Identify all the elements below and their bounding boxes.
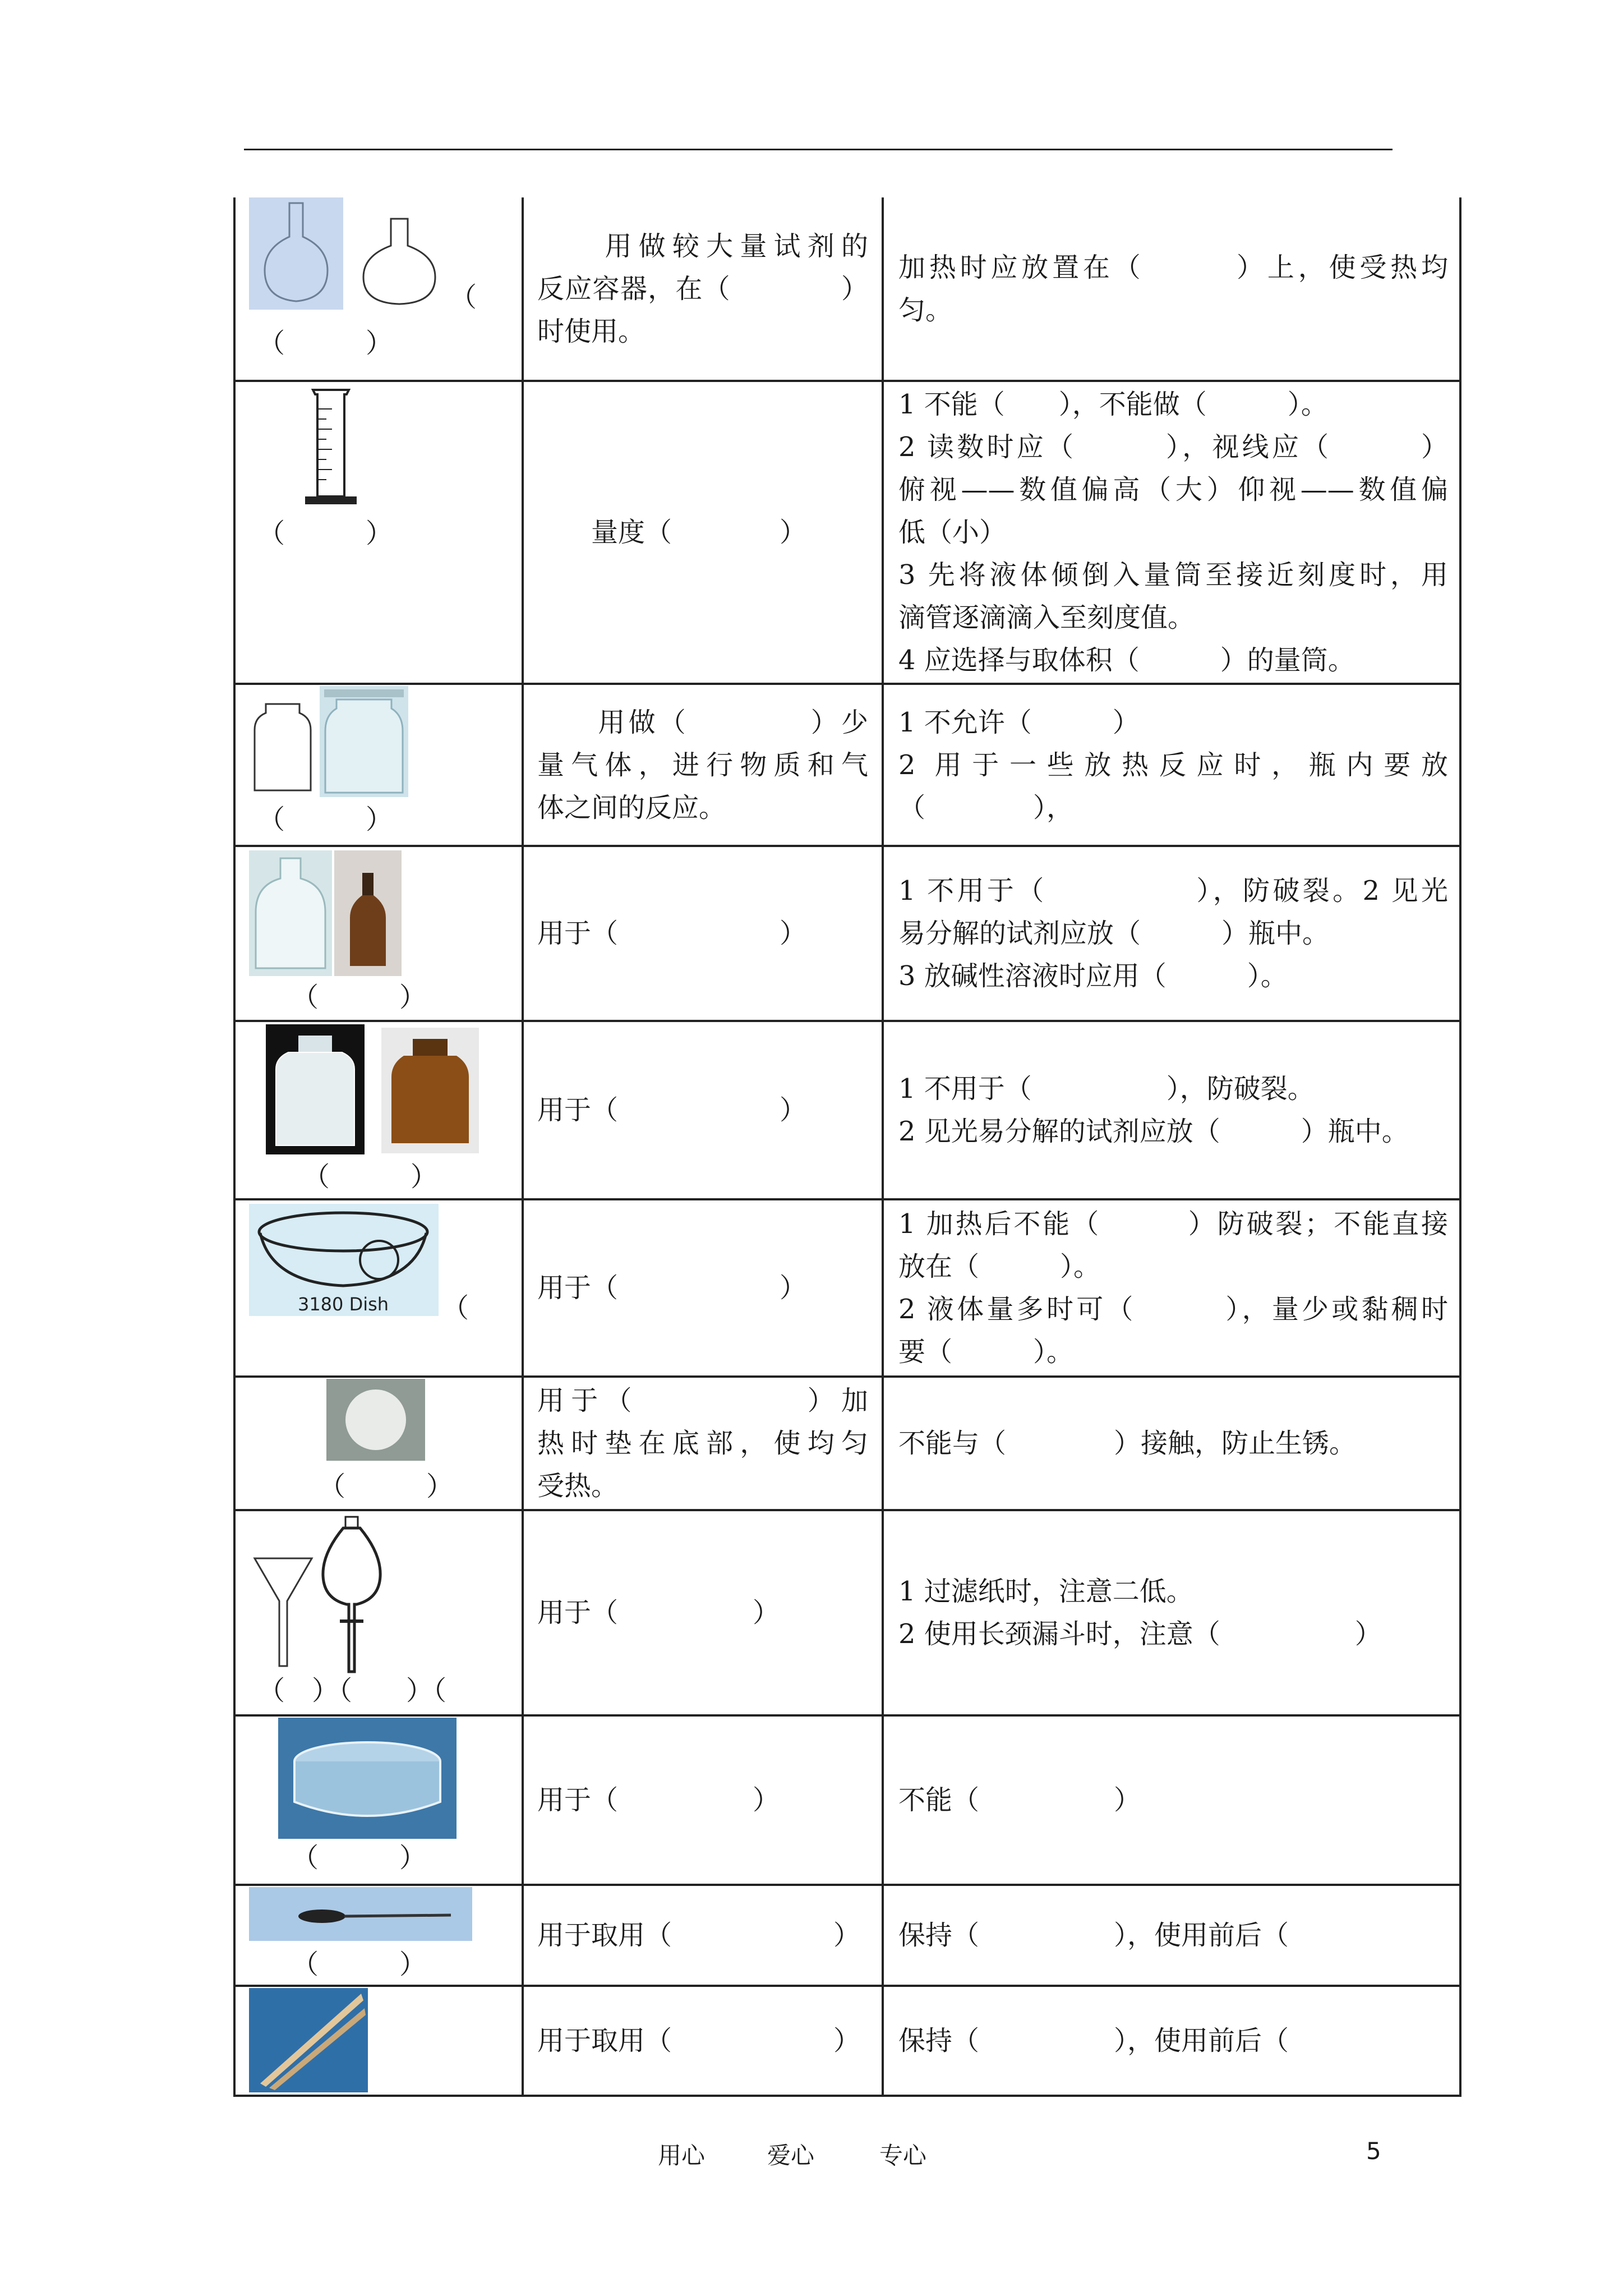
note-text: 1 加热后不能（ ）防破裂；不能直接 bbox=[898, 1208, 1448, 1240]
notes-cell bbox=[883, 197, 1460, 381]
notes-cell bbox=[883, 1021, 1460, 1199]
use-text: 用于（ ） bbox=[537, 1597, 780, 1628]
note-text: 1 不允许（ ） bbox=[898, 706, 1140, 738]
notes-cell bbox=[883, 1510, 1460, 1715]
use-cell bbox=[523, 1377, 883, 1510]
gas-jar-icon bbox=[249, 701, 316, 796]
image-cell bbox=[234, 684, 523, 846]
use-text: 体之间的反应。 bbox=[537, 792, 726, 823]
note-text: 2 读数时应（ ），视线应（ ） bbox=[898, 431, 1448, 463]
image-cell bbox=[234, 1199, 523, 1377]
note-text: 不能与（ ）接触，防止生锈。 bbox=[898, 1428, 1357, 1459]
evaporating-dish-icon bbox=[249, 1204, 439, 1316]
notes-cell bbox=[883, 1715, 1460, 1885]
name-blank: （ ） bbox=[258, 518, 393, 549]
use-cell bbox=[523, 684, 883, 846]
footer-word: 用心 bbox=[658, 2142, 706, 2169]
image-cell bbox=[234, 197, 523, 381]
note-text: 不能（ ） bbox=[898, 1784, 1141, 1816]
clear-bottle-photo bbox=[249, 850, 332, 976]
image-cell bbox=[234, 1715, 523, 1885]
table-row bbox=[234, 1021, 1460, 1199]
note-text: 2 见光易分解的试剂应放（ ）瓶中。 bbox=[898, 1116, 1409, 1147]
page-number: 5 bbox=[1366, 2137, 1381, 2165]
notes-cell bbox=[883, 1199, 1460, 1377]
notes-cell bbox=[883, 1885, 1460, 1986]
spoon-icon bbox=[249, 1887, 472, 1941]
note-text: 低（小） bbox=[898, 517, 1007, 548]
use-cell bbox=[523, 1715, 883, 1885]
wide-bottle-icon bbox=[266, 1024, 365, 1154]
use-text: 量气体，进行物质和气 bbox=[537, 749, 868, 781]
tweezers-photo bbox=[249, 1988, 368, 2092]
note-text: 易分解的试剂应放（ ）瓶中。 bbox=[898, 918, 1330, 949]
use-text: 用于（ ） bbox=[537, 918, 807, 949]
table-row bbox=[234, 1885, 1460, 1986]
wire-gauze-photo bbox=[326, 1379, 425, 1461]
brown-wide-bottle-photo bbox=[381, 1028, 479, 1153]
note-text: 要（ ）。 bbox=[898, 1336, 1074, 1368]
use-text: 时使用。 bbox=[537, 315, 645, 347]
brown-bottle-photo bbox=[334, 850, 402, 976]
name-blank: （ ） bbox=[303, 1161, 438, 1193]
note-text: 3 先将液体倾倒入量筒至接近刻度时，用 bbox=[898, 559, 1448, 591]
name-blank: （ ） bbox=[319, 1471, 454, 1502]
use-text: 用于取用（ ） bbox=[537, 2025, 861, 2056]
flask-icon bbox=[360, 217, 439, 306]
note-text: 俯视——数值偏高（大）仰视——数值偏 bbox=[898, 474, 1448, 505]
note-text: 匀。 bbox=[898, 294, 953, 326]
evaporating-dish-photo bbox=[249, 1204, 439, 1316]
wide-bottle-icon bbox=[381, 1028, 479, 1153]
note-text: 保持（ ），使用前后（ bbox=[898, 2025, 1289, 2056]
image-cell bbox=[234, 1021, 523, 1199]
note-text: 4 应选择与取体积（ ）的量筒。 bbox=[898, 645, 1355, 676]
use-text: 热时垫在底部，使均匀 bbox=[537, 1428, 868, 1459]
use-text: 用于（ ） bbox=[537, 1784, 780, 1816]
narrow-bottle-icon bbox=[334, 850, 402, 976]
notes-cell bbox=[883, 1986, 1460, 2096]
use-cell bbox=[523, 1986, 883, 2096]
note-text: 滴管逐滴滴入至刻度值。 bbox=[898, 602, 1195, 633]
use-cell bbox=[523, 1199, 883, 1377]
footer-word: 爱心 bbox=[767, 2142, 815, 2169]
use-text: 用于（ ） bbox=[537, 1094, 807, 1126]
use-text: 用于（ ） bbox=[537, 1272, 807, 1304]
note-text: 3 放碱性溶液时应用（ ）。 bbox=[898, 960, 1288, 992]
notes-cell bbox=[883, 684, 1460, 846]
table-row bbox=[234, 1510, 1460, 1715]
name-blank: （ ） bbox=[292, 1842, 427, 1874]
image-cell bbox=[234, 1986, 523, 2096]
footer-word: 专心 bbox=[879, 2142, 927, 2169]
use-cell bbox=[523, 197, 883, 381]
flask-photo bbox=[249, 197, 343, 310]
use-text: 量度（ ） bbox=[537, 517, 807, 548]
image-cell bbox=[234, 1377, 523, 1510]
image-cell bbox=[234, 846, 523, 1021]
name-blank: （ bbox=[450, 282, 477, 313]
table-row bbox=[234, 197, 1460, 381]
use-text: 反应容器，在（ ） bbox=[537, 273, 868, 305]
notes-cell bbox=[883, 1377, 1460, 1510]
gas-jar-photo bbox=[320, 686, 408, 797]
wire-gauze-icon bbox=[326, 1379, 425, 1461]
gas-jar-icon bbox=[320, 686, 408, 797]
glass-dish-photo bbox=[278, 1718, 457, 1839]
name-blank: （ ） bbox=[292, 982, 427, 1013]
note-text: 1 不能（ ），不能做（ ）。 bbox=[898, 389, 1328, 420]
table-row bbox=[234, 846, 1460, 1021]
table-row bbox=[234, 684, 1460, 846]
use-text: 用做较大量试剂的 bbox=[537, 230, 868, 262]
note-text: 放在（ ）。 bbox=[898, 1251, 1101, 1282]
table-row bbox=[234, 1377, 1460, 1510]
name-blank: （ ） bbox=[258, 804, 393, 835]
use-cell bbox=[523, 1021, 883, 1199]
use-text: 受热。 bbox=[537, 1470, 619, 1502]
glass-dish-icon bbox=[278, 1718, 457, 1839]
notes-cell bbox=[883, 381, 1460, 684]
header-rule bbox=[244, 149, 1393, 150]
use-cell bbox=[523, 1885, 883, 1986]
dish-label: 3180 Dish bbox=[297, 1294, 389, 1315]
table-row bbox=[234, 1199, 1460, 1377]
note-text: （ ）， bbox=[898, 792, 1074, 823]
note-text: 2 用于一些放热反应时，瓶内要放 bbox=[898, 749, 1448, 781]
separatory-funnel-icon bbox=[317, 1515, 385, 1677]
note-text: 1 不用于（ ），防破裂。 bbox=[898, 1073, 1315, 1105]
table-row bbox=[234, 381, 1460, 684]
graduated-cylinder-icon bbox=[297, 386, 365, 510]
note-text: 加热时应放置在（ ）上，使受热均 bbox=[898, 251, 1448, 283]
name-blank: （ ） bbox=[258, 328, 393, 359]
image-cell bbox=[234, 381, 523, 684]
use-text: 用于取用（ ） bbox=[537, 1920, 861, 1951]
flask-icon bbox=[249, 197, 343, 310]
use-text: 用做（ ）少 bbox=[537, 706, 868, 738]
table-row bbox=[234, 1986, 1460, 2096]
name-blank: （ ）（ ）（ bbox=[258, 1675, 447, 1706]
image-cell bbox=[234, 1885, 523, 1986]
table-row bbox=[234, 1715, 1460, 1885]
funnel-icon bbox=[252, 1556, 314, 1668]
use-text: 用于（ ）加 bbox=[537, 1385, 868, 1416]
note-text: 1 过滤纸时，注意二低。 bbox=[898, 1576, 1193, 1607]
notes-cell bbox=[883, 846, 1460, 1021]
note-text: 2 液体量多时可（ ），量少或黏稠时 bbox=[898, 1294, 1448, 1325]
narrow-bottle-icon bbox=[249, 850, 332, 976]
note-text: 保持（ ），使用前后（ bbox=[898, 1920, 1289, 1951]
use-cell bbox=[523, 1510, 883, 1715]
use-cell bbox=[523, 381, 883, 684]
name-blank: （ ） bbox=[292, 1949, 427, 1980]
lab-equipment-table bbox=[233, 197, 1461, 2097]
use-cell bbox=[523, 846, 883, 1021]
clear-wide-bottle-photo bbox=[266, 1024, 365, 1154]
tweezers-icon bbox=[249, 1988, 368, 2092]
image-cell bbox=[234, 1510, 523, 1715]
name-blank: （ bbox=[442, 1292, 469, 1324]
note-text: 2 使用长颈漏斗时，注意（ ） bbox=[898, 1618, 1382, 1650]
note-text: 1 不用于（ ），防破裂。2 见光 bbox=[898, 875, 1448, 907]
spoon-photo bbox=[249, 1887, 472, 1941]
